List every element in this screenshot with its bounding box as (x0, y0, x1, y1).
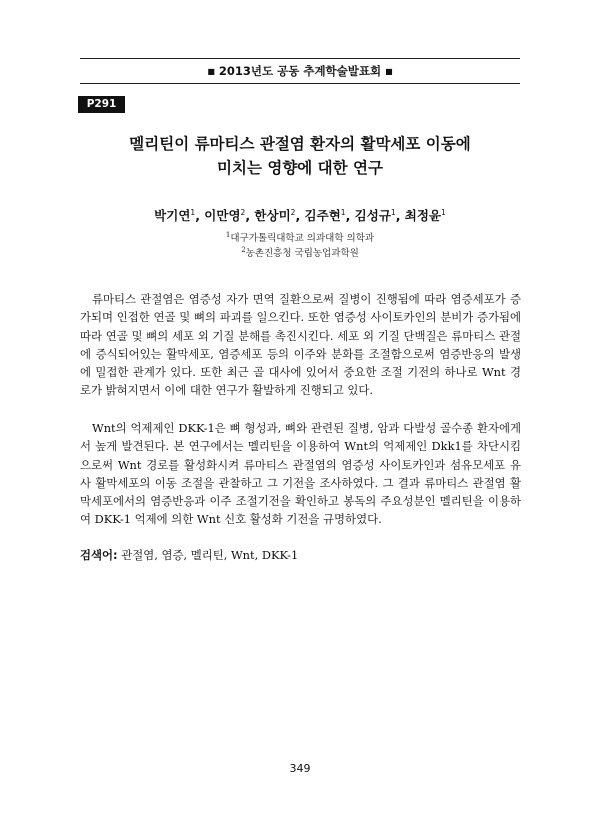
affiliation-2: $^2$농촌진흥청 국립농업과학원 (241, 245, 359, 259)
author: 박기연$^1$ (154, 207, 196, 223)
paper-title-line-1: 멜리틴이 류마티스 관절염 환자의 활막세포 이동에 (129, 135, 471, 153)
poster-id-badge: P291 (78, 96, 125, 113)
conference-title: 2013년도 공동 추계학술발표회 (218, 64, 382, 78)
header-left-mark: ■ (207, 67, 215, 76)
abstract-paragraph-1: 류마티스 관절염은 염증성 자가 면역 질환으로써 질병이 진행됨에 따라 염증세포가 증가되며 인접한 연골 및 뼈의 파괴를 일으킨다. 또한 염증성 사이토카인의 분비가 증가됨에 따라 연골 및 뼈의 세포 외 기질 분해를 촉진시킨다. 세포 외 기질 단백질은 류마티스 관절에 증식되어있는 활막세포, 염증세포 등의 이주와 분화를 조절함으로써 염증반응의 발생에 밀접한 관계가 있다. 또한 최근 골 대사에 있어서 중요한 조절 기전의 하나로 Wnt 경로가 밝혀지면서 이에 대한 연구가 활발하게 진행되고 있다. (80, 292, 521, 398)
keywords-text: 관절염, 염증, 멜리틴, Wnt, DKK-1 (121, 548, 299, 562)
author: 최정윤$^1$ (404, 207, 446, 223)
author: 김주현$^1$ (304, 207, 346, 223)
conference-header (80, 58, 520, 84)
header-top-rule (80, 58, 520, 59)
keywords-label: 검색어: (80, 548, 118, 562)
keywords (80, 547, 298, 563)
affiliation-1: $^1$대구가톨릭대학교 의과대학 의학과 (225, 230, 375, 244)
author-list: 박기연$^1$, 이만영$^2$, 한상미$^2$, 김주현$^1$, 김성규$^1$, 최정윤$^1$ (154, 207, 446, 223)
author: 이만영$^2$ (204, 207, 246, 223)
page-number: 349 (289, 762, 311, 775)
author: 김성규$^1$ (354, 207, 396, 223)
header-bottom-rule (80, 83, 520, 84)
paper-title-line-2: 미치는 영향에 대한 연구 (217, 159, 383, 177)
header-right-mark: ■ (385, 67, 393, 76)
abstract-paragraph-2: Wnt의 억제제인 DKK-1은 뼈 형성과, 뼈와 관련된 질병, 암과 다발성 골수종 환자에게서 높게 발견된다. 본 연구에서는 멜리틴을 이용하여 Wnt의 억제제인 Dkk1를 차단시킴으로써 Wnt 경로를 활성화시켜 류마티스 관절염의 염증성 사이토카인과 섬유모세포 유사 활막세포의 이동 조절을 관찰하고 그 기전을 조사하였다. 그 결과 류마티스 관절염 활막세포에서의 염증반응과 이주 조절기전을 확인하고 봉독의 주요성분인 멜리틴을 이용하여 DKK-1 억제에 의한 Wnt 신호 활성화 기전을 규명하였다. (80, 421, 521, 527)
author: 한상미$^2$ (254, 207, 296, 223)
